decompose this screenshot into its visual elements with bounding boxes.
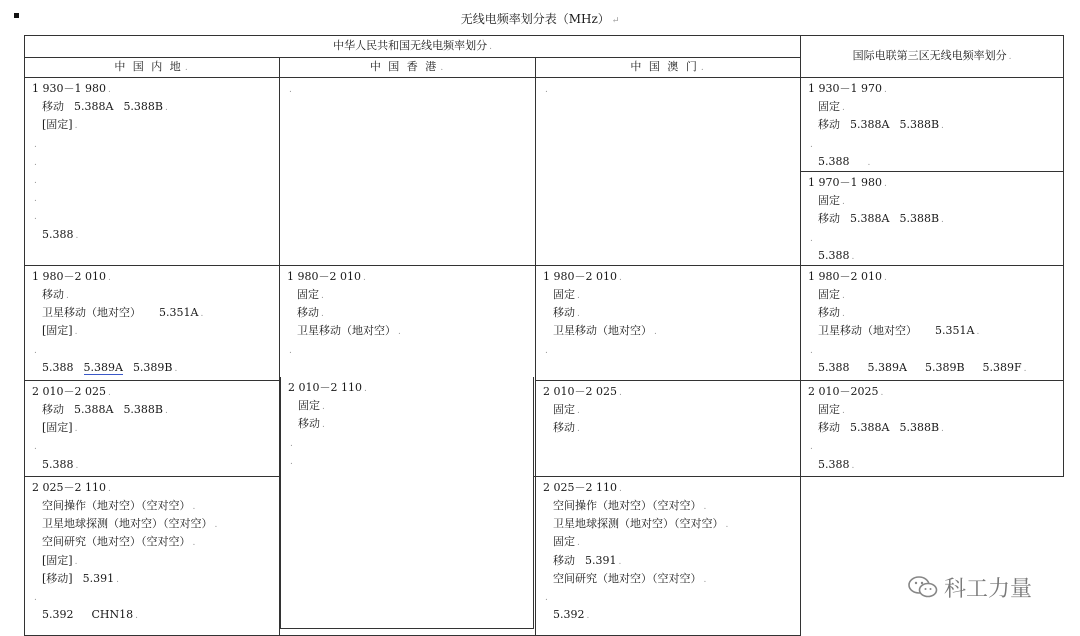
macao-band-1980-2010: 1 980－2 010 . 固定 . 移动 . 卫星移动（地对空） . . bbox=[536, 265, 801, 380]
itu-band-2025-2110: 2 025－2 110 . 空间操作（地对空）（空对空） . 卫星地球探测（地对空）（空对空） . 固定 . 移动 5.391 . 空间研究（地对空）（空对空） . . 5.392 . bbox=[536, 476, 801, 635]
itu-band-1980-2010: 1 980－2 010 . 固定 . 移动 . 卫星移动（地对空） 5.351A . . 5.388 5.389A 5.389B 5.389F . bbox=[801, 265, 1064, 380]
mainland-band-1980-2010: 1 980－2 010 . 移动 . 卫星移动（地对空） 5.351A . [固定] . . 5.388 5.389A 5.389B . bbox=[25, 265, 280, 380]
itu-band-1930-1970: 1 930－1 970 . 固定 . 移动 5.388A 5.388B . . 5.388 . bbox=[801, 78, 1064, 172]
header-mainland: 中 国 内 地 . bbox=[25, 58, 280, 78]
watermark bbox=[908, 572, 1032, 602]
header-itu-region3: 国际电联第三区无线电频率划分 . bbox=[801, 36, 1064, 78]
hongkong-band-1980-2010: 1 980－2 010 . 固定 . 移动 . 卫星移动（地对空） . . bbox=[280, 265, 536, 476]
header-hongkong: 中 国 香 港 . bbox=[280, 58, 536, 78]
itu-band-2010-2025: 2 010－2025 . 固定 . 移动 5.388A 5.388B . . 5.388 . bbox=[801, 380, 1064, 476]
header-macao: 中 国 澳 门 . bbox=[536, 58, 801, 78]
macao-band-2010-2025: 2 010－2 025 . 固定 . 移动 . bbox=[536, 380, 801, 476]
mainland-band-2010-2025: 2 010－2 025 . 移动 5.388A 5.388B . [固定] . . 5.388 . bbox=[25, 380, 280, 476]
hongkong-band-2010-2110-overlay: 2 010－2 110 . 固定 . 移动 . . . bbox=[280, 377, 534, 629]
header-prc: 中华人民共和国无线电频率划分 . bbox=[25, 36, 801, 58]
wechat-icon bbox=[908, 575, 938, 599]
hongkong-band-1930-1980: . bbox=[280, 78, 536, 266]
macao-band-1930-1980: . bbox=[536, 78, 801, 266]
mainland-band-1930-1980: 1 930－1 980 . 移动 5.388A 5.388B . [固定] . . . . . . 5.388 . bbox=[25, 78, 280, 266]
table-title: 无线电频率划分表（MHz） ↵ bbox=[460, 12, 620, 26]
watermark-text: 科工力量 bbox=[944, 576, 1033, 602]
frequency-allocation-table bbox=[24, 35, 1064, 636]
itu-band-1970-1980: 1 970－1 980 . 固定 . 移动 5.388A 5.388B . . 5.388 . bbox=[801, 171, 1064, 265]
mainland-band-2025-2110: 2 025－2 110 . 空间操作（地对空）（空对空） . 卫星地球探测（地对空）（空对空） . 空间研究（地对空）（空对空） . [固定] . [移动] 5.391 . . 5.392 CHN18 . bbox=[25, 476, 280, 635]
